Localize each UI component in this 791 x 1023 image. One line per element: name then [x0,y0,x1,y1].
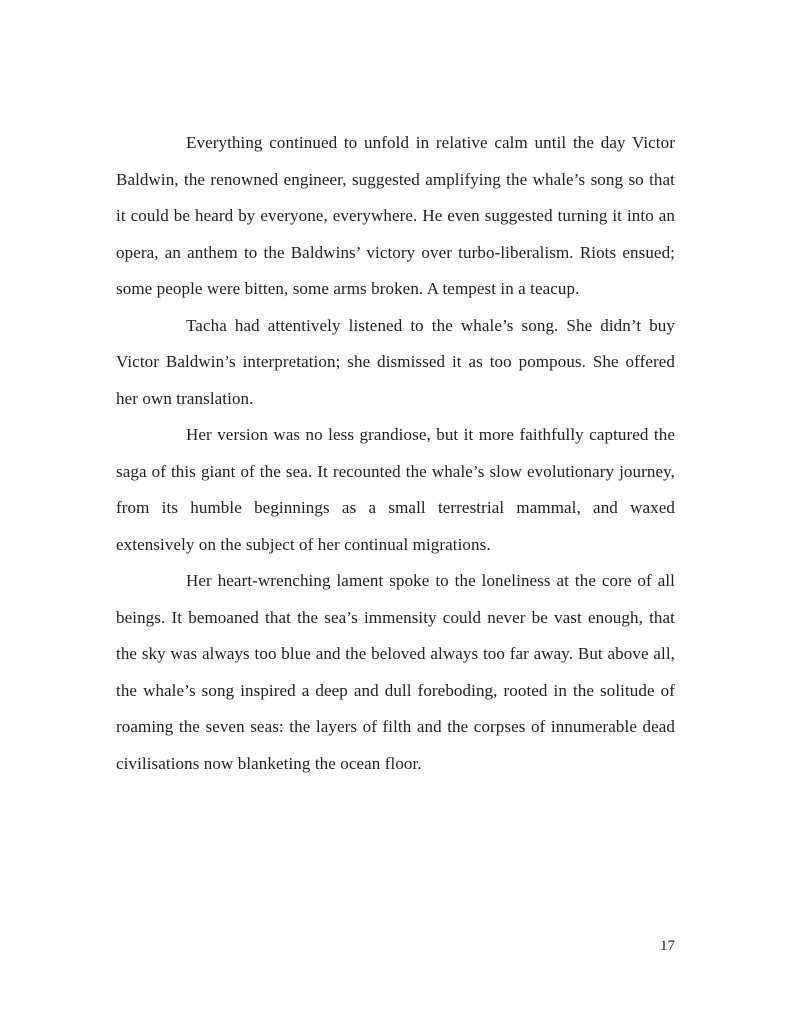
paragraph-4: Her heart-wrenching lament spoke to the loneliness at the core of all beings. It bemoaned that the sea’s immensity could never be vast enough, that the sky was always too blue and the beloved always too far away. But above all, the whale’s song inspired a deep and dull foreboding, rooted in the solitude of roaming the seven seas: the layers of filth and the corpses of innumerable dead civilisations now blanketing the ocean floor. [116,571,675,773]
paragraph-2: Tacha had attentively listened to the whale’s song. She didn’t buy Victor Baldwin’s interpretation; she dismissed it as too pompous. She offered her own translation. [116,315,675,408]
paragraph-1: Everything continued to unfold in relative calm until the day Victor Baldwin, the renowned engineer, suggested amplifying the whale’s song so that it could be heard by everyone, everywhere. He even suggested turning it into an opera, an anthem to the Baldwins’ victory over turbo-liberalism. Riots ensued; some people were bitten, some arms broken. A tempest in a teacup. [116,133,675,298]
body-text [116,0,675,782]
paragraph-3: Her version was no less grandiose, but it more faithfully captured the saga of this giant of the sea. It recounted the whale’s slow evolutionary journey, from its humble beginnings as a small terrestrial mammal, and waxed extensively on the subject of her continual migrations. [116,425,675,554]
page-number: 17 [660,938,675,954]
